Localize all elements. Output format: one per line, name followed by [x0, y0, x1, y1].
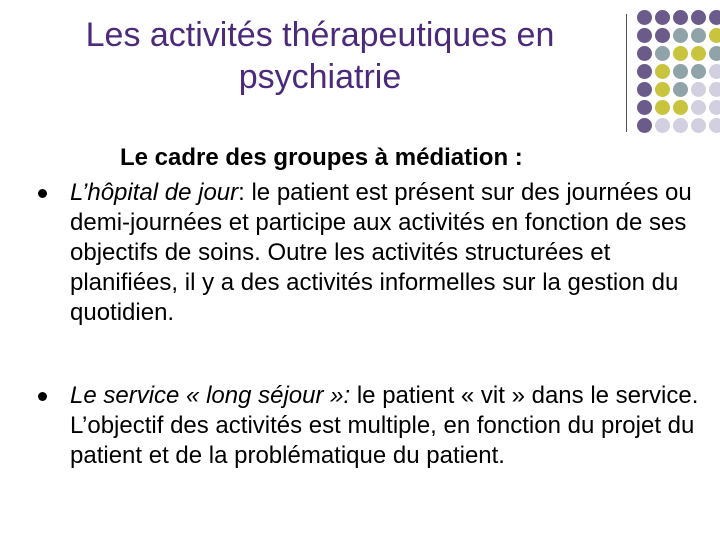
decorative-dot — [673, 64, 688, 79]
decorative-dot — [637, 118, 652, 133]
bullet-text: : le patient est présent sur des journées ou demi-journées et participe aux activités en fonction de ses objectifs de soins. Outre les activités structurées et planifiées, il y a des activités informelles sur la gestion du quotidien. — [70, 179, 692, 326]
slide-title — [10, 14, 630, 98]
bullet-dot-icon — [38, 189, 47, 198]
decorative-dot — [709, 118, 720, 133]
decorative-dot — [655, 46, 670, 61]
vertical-divider — [626, 14, 627, 132]
decorative-dot — [637, 64, 652, 79]
decorative-dot — [691, 64, 706, 79]
decorative-dot — [637, 28, 652, 43]
decorative-dot — [637, 46, 652, 61]
decorative-dot — [709, 64, 720, 79]
decorative-dot — [709, 28, 720, 43]
decorative-dot — [673, 118, 688, 133]
decorative-dot — [673, 100, 688, 115]
decorative-dot — [709, 10, 720, 25]
decorative-dot — [655, 64, 670, 79]
decorative-dot — [691, 28, 706, 43]
decorative-dot-grid — [637, 10, 720, 134]
decorative-dot — [673, 10, 688, 25]
bullet-dot-icon — [38, 392, 47, 401]
decorative-dot — [691, 100, 706, 115]
decorative-dot — [637, 100, 652, 115]
decorative-dot — [673, 82, 688, 97]
slide-subtitle: Le cadre des groupes à médiation : — [120, 144, 523, 171]
decorative-dot — [637, 82, 652, 97]
decorative-dot — [709, 100, 720, 115]
bullet-text: le patient « vit » dans le service. L’objectif des activités est multiple, en fonction du projet du patient et de la problématique du patient. — [70, 382, 699, 469]
title-line-1: Les activités thérapeutiques en — [85, 16, 555, 54]
decorative-dot — [691, 46, 706, 61]
decorative-dot — [655, 82, 670, 97]
decorative-dot — [673, 28, 688, 43]
decorative-dot — [709, 46, 720, 61]
decorative-dot — [637, 10, 652, 25]
decorative-dot — [655, 28, 670, 43]
bullet-item-long-sejour — [70, 381, 710, 471]
bullet-emphasis: Le service « long séjour »: — [70, 382, 351, 409]
decorative-dot — [655, 100, 670, 115]
decorative-dot — [655, 118, 670, 133]
title-line-2: psychiatrie — [238, 58, 402, 96]
decorative-dot — [691, 82, 706, 97]
bullet-emphasis: L’hôpital de jour — [70, 179, 239, 206]
decorative-dot — [709, 82, 720, 97]
decorative-dot — [673, 46, 688, 61]
decorative-dot — [691, 10, 706, 25]
decorative-dot — [655, 10, 670, 25]
bullet-item-hopital-de-jour — [70, 178, 710, 328]
decorative-dot — [691, 118, 706, 133]
